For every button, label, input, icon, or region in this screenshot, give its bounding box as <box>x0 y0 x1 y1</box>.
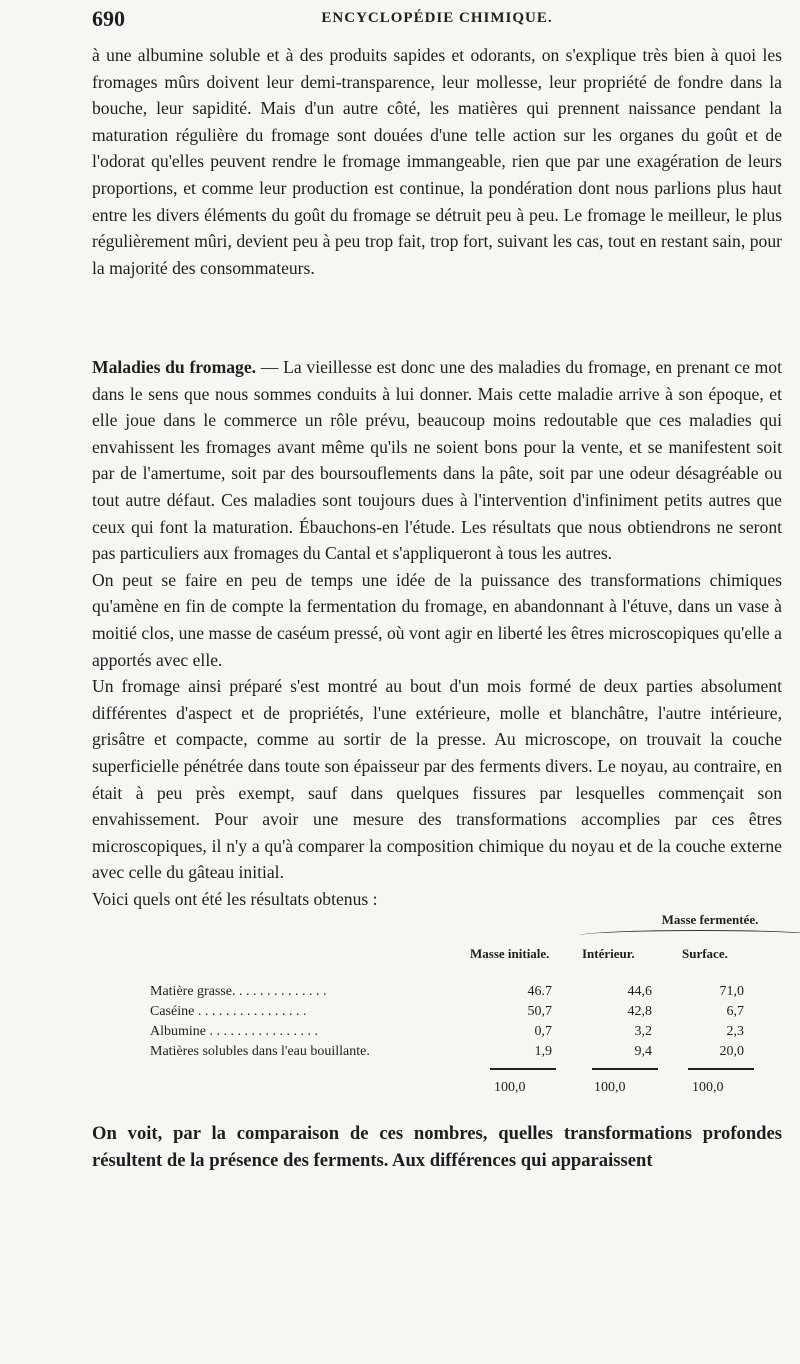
table-header-initial: Masse initiale. <box>470 946 550 962</box>
running-head: ENCYCLOPÉDIE CHIMIQUE. <box>321 10 553 26</box>
table-cell: 44,6 <box>627 984 652 1000</box>
paragraph-5: Voici quels ont été les résultats obtenus : <box>92 888 378 909</box>
table-cell: 46.7 <box>527 984 552 1000</box>
page-number: 690 <box>92 6 125 31</box>
table-cell: 0,7 <box>534 1024 552 1040</box>
total-rule <box>490 1068 556 1070</box>
table-cell: 1,9 <box>534 1044 552 1060</box>
total-rule <box>688 1068 754 1070</box>
page-header <box>92 6 782 32</box>
table-brace <box>580 930 800 941</box>
paragraph-6: On voit, par la comparaison de ces nombres, quelles transformations profondes résultent de la présence des ferments. Aux différences qui apparaissent <box>92 1123 782 1172</box>
page-body <box>92 42 782 1174</box>
paragraph-1: à une albumine soluble et à des produits sapides et odorants, on s'explique très bien à quoi les fromages mûrs doivent leur demi-transparence, leur mollesse, leur propriété de fondre dans la bouche, leur sapidité. Mais d'un autre côté, les matières qui prennent naissance pendant la maturation régulière du fromage sont douées d'une telle action sur les organes du goût et de l'odorat qu'elles peuvent rendre le fromage immangeable, rien que par une exagération de leurs proportions, et comme leur production est continue, la pondération dont nous parlions plus haut entre les divers éléments du goût du fromage se détruit peu à peu. Le fromage le meilleur, le plus régulièrement mûri, devient peu à peu trop fait, trop fort, suivant les cas, tout en restant sain, pour la majorité des consommateurs. <box>92 45 782 278</box>
table-header-surface: Surface. <box>682 946 728 962</box>
table-cell: 3,2 <box>634 1024 652 1040</box>
section-title: Maladies du fromage. <box>92 357 257 377</box>
table-row-label: Albumine . . . . . . . . . . . . . . . . <box>150 1024 318 1040</box>
table-cell: 9,4 <box>634 1044 652 1060</box>
table-cell: 42,8 <box>627 1004 652 1020</box>
paragraph-4: Un fromage ainsi préparé s'est montré au bout d'un mois formé de deux parties absolument différentes d'aspect et de propriétés, l'une extérieure, molle et blanchâtre, l'autre intérieure, grisâtre et compacte, comme au sortir de la presse. Au microscope, on trouvait la couche superficielle pénétrée dans toute son épaisseur par des ferments divers. Le noyau, au contraire, en était à peu près exempt, sauf dans quelques fissures par lesquelles commençait son envahissement. Pour avoir une mesure des transformations accomplies par ces êtres microscopiques, il n'y a qu'à comparer la composition chimique du noyau et de la couche externe avec celle du gâteau initial. <box>92 676 782 883</box>
results-table <box>92 912 782 1112</box>
paragraph-2-text: — La vieillesse est donc une des maladies du fromage, en prenant ce mot dans le sens que nous sommes conduits à lui donner. Mais cette maladie arrive à son époque, et elle joue dans le commerce un rôle prévu, beaucoup moins redoutable que ces maladies qui envahissent les fromages avant même qu'ils ne soient bons pour la vente, et se manifestent soit par de l'amertume, soit par des boursouflements dans la pâte, soit par une odeur désagréable ou tout autre défaut. Ces maladies sont toujours dues à l'intervention d'infiniment petits autres que ceux qui font la maturation. Ébauchons-en l'étude. Les résultats que nous obtiendrons ne seront pas particuliers aux fromages du Cantal et s'appliqueront à tous les autres. <box>92 357 782 564</box>
table-total: 100,0 <box>494 1080 526 1096</box>
paragraph-2 <box>92 354 782 567</box>
table-total: 100,0 <box>692 1080 724 1096</box>
table-cell: 71,0 <box>719 984 744 1000</box>
table-cell: 20,0 <box>719 1044 744 1060</box>
table-cell: 50,7 <box>527 1004 552 1020</box>
table-header-interior: Intérieur. <box>582 946 635 962</box>
table-row-label: Caséine . . . . . . . . . . . . . . . . <box>150 1004 307 1020</box>
table-group-header: Masse fermentée. <box>661 912 759 928</box>
table-cell: 6,7 <box>726 1004 744 1020</box>
table-total: 100,0 <box>594 1080 626 1096</box>
total-rule <box>592 1068 658 1070</box>
table-row-label: Matière grasse. . . . . . . . . . . . . . <box>150 984 327 1000</box>
paragraph-3: On peut se faire en peu de temps une idée de la puissance des transformations chimiques qu'amène en fin de compte la fermentation du fromage, en abandonnant à l'étuve, dans un vase à moitié clos, une masse de caséum pressé, où vont agir en liberté les êtres microscopiques qu'elle a apportés avec elle. <box>92 569 782 670</box>
table-cell: 2,3 <box>726 1024 744 1040</box>
table-row-label: Matières solubles dans l'eau bouillante. <box>150 1044 370 1060</box>
